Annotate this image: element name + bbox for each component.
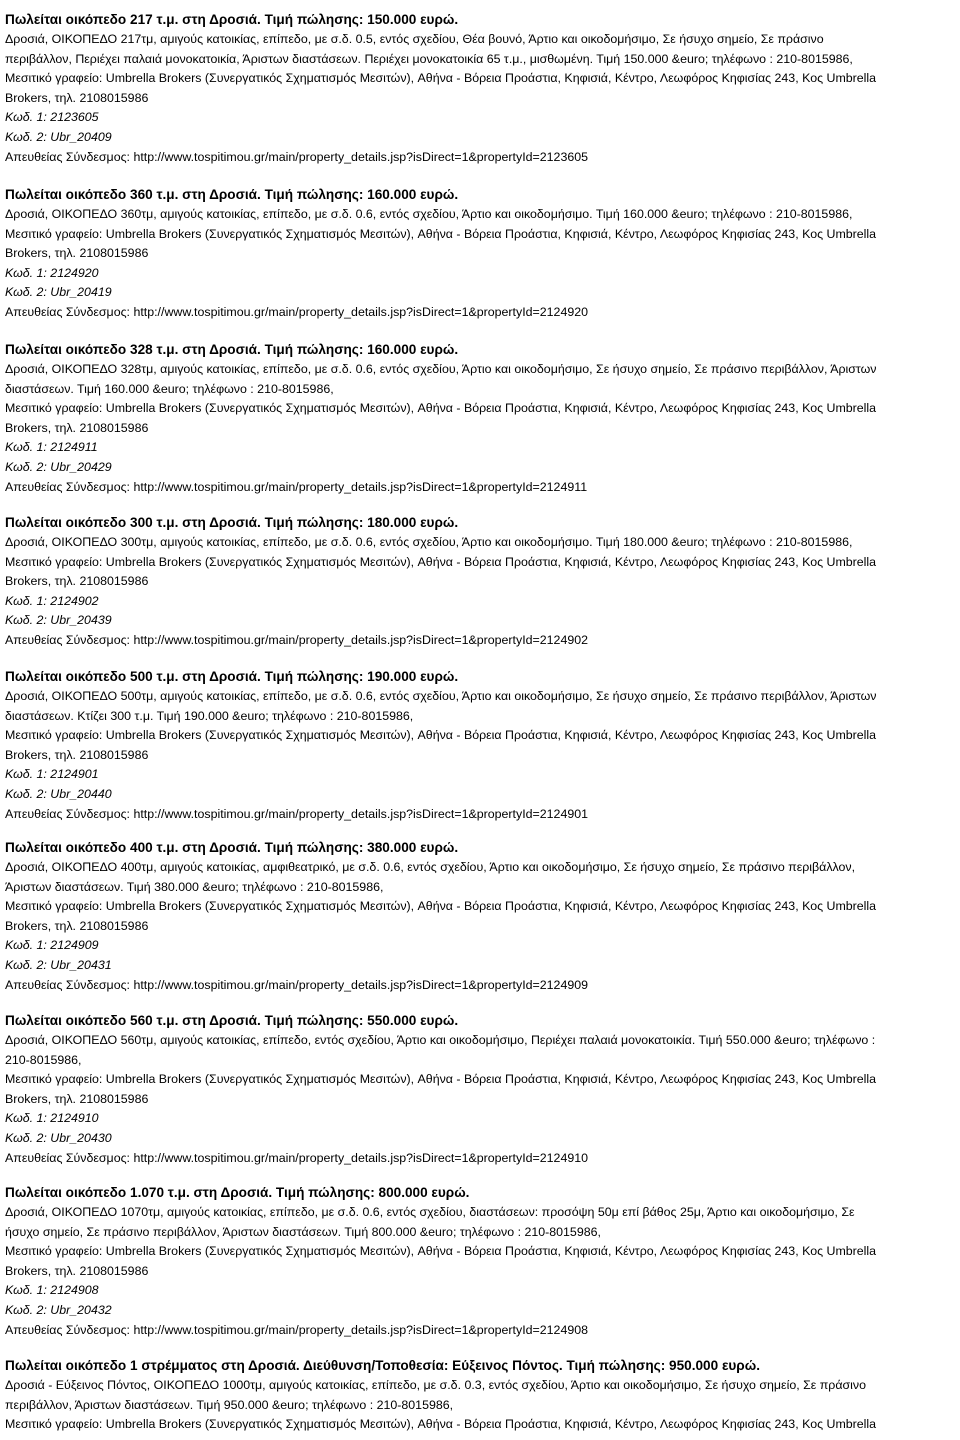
listing-agency-line: Μεσιτικό γραφείο: Umbrella Brokers (Συνεργατικός Σχηματισμός Μεσιτών), Αθήνα - Βόρεια Προάστια, Κηφισιά, Κέντρο, Λεωφόρος Κηφισίας 243, Κος Umbrella (5, 401, 877, 416)
listing-agency-line: Μεσιτικό γραφείο: Umbrella Brokers (Συνεργατικός Σχηματισμός Μεσιτών), Αθήνα - Βόρεια Προάστια, Κηφισιά, Κέντρο, Λεωφόρος Κηφισίας 243, Κος Umbrella (5, 1417, 877, 1432)
listing-description-line: Δροσιά - Εύξεινος Πόντος, ΟΙΚΟΠΕΔΟ 1000τμ, αμιγούς κατοικίας, επίπεδο, με σ.δ. 0.3, εντός σχεδίου, Άρτιο και οικοδομήσιμο, Σε ήσυχο σημείο, Σε πράσινο (5, 1378, 866, 1392)
listing-title: Πωλείται οικόπεδο 328 τ.μ. στη Δροσιά. Τιμή πώλησης: 160.000 ευρώ. (5, 342, 459, 357)
listing-description-line: διαστάσεων. Κτίζει 300 τ.μ. Τιμή 190.000 &euro; τηλέφωνο : 210-8015986, (5, 708, 414, 723)
listing-code-2: Κωδ. 2: Ubr_20409 (5, 129, 112, 144)
listing-agency-line: Μεσιτικό γραφείο: Umbrella Brokers (Συνεργατικός Σχηματισμός Μεσιτών), Αθήνα - Βόρεια Προάστια, Κηφισιά, Κέντρο, Λεωφόρος Κηφισίας 243, Κος Umbrella (5, 728, 877, 743)
listing-code-2: Κωδ. 2: Ubr_20439 (5, 613, 112, 628)
listing-code-2: Κωδ. 2: Ubr_20430 (5, 1130, 112, 1145)
listing-agency-phone: Brokers, τηλ. 2108015986 (5, 420, 149, 435)
listing-code-2: Κωδ. 2: Ubr_20429 (5, 459, 112, 474)
listing-description-line: Δροσιά, ΟΙΚΟΠΕΔΟ 360τμ, αμιγούς κατοικίας, επίπεδο, με σ.δ. 0.6, εντός σχεδίου, Άρτιο και οικοδομήσιμο. Τιμή 160.000 &euro; τηλέφωνο : 210-8015986, (5, 207, 853, 221)
listing-agency-phone: Brokers, τηλ. 2108015986 (5, 1263, 149, 1278)
listing (5, 1011, 955, 1168)
listing-code-1: Κωδ. 1: 2124902 (5, 593, 99, 608)
listing-code-1: Κωδ. 1: 2124908 (5, 1283, 99, 1298)
listing-direct-link[interactable]: Απευθείας Σύνδεσμος: http://www.tospitimou.gr/main/property_details.jsp?isDirect=1&propertyId=2124908 (5, 1322, 589, 1337)
listing-description-line: Δροσιά, ΟΙΚΟΠΕΔΟ 560τμ, αμιγούς κατοικίας, επίπεδο, εντός σχεδίου, Άρτιο και οικοδομήσιμο, Περιέχει παλαιά μονοκατοικία. Τιμή 550.000 &euro; τηλέφωνο : (5, 1033, 876, 1047)
listing-title: Πωλείται οικόπεδο 217 τ.μ. στη Δροσιά. Τιμή πώλησης: 150.000 ευρώ. (5, 12, 459, 27)
listing-title: Πωλείται οικόπεδο 400 τ.μ. στη Δροσιά. Τιμή πώλησης: 380.000 ευρώ. (5, 840, 459, 855)
listing (5, 185, 955, 323)
listing-title: Πωλείται οικόπεδο 560 τ.μ. στη Δροσιά. Τιμή πώλησης: 550.000 ευρώ. (5, 1013, 459, 1028)
listing-description-line: Δροσιά, ΟΙΚΟΠΕΔΟ 400τμ, αμιγούς κατοικίας, αμφιθεατρικό, με σ.δ. 0.6, εντός σχεδίου, Άρτιο και οικοδομήσιμο, Σε ήσυχο σημείο, Σε πράσινο περιβάλλον, (5, 860, 856, 874)
listing-direct-link[interactable]: Απευθείας Σύνδεσμος: http://www.tospitimou.gr/main/property_details.jsp?isDirect=1&propertyId=2123605 (5, 149, 589, 164)
listing (5, 667, 955, 824)
listing-title: Πωλείται οικόπεδο 500 τ.μ. στη Δροσιά. Τιμή πώλησης: 190.000 ευρώ. (5, 669, 459, 684)
listing-agency-phone: Brokers, τηλ. 2108015986 (5, 918, 149, 933)
listing-description-line: Δροσιά, ΟΙΚΟΠΕΔΟ 300τμ, αμιγούς κατοικίας, επίπεδο, με σ.δ. 0.6, εντός σχεδίου, Άρτιο και οικοδομήσιμο. Τιμή 180.000 &euro; τηλέφωνο : 210-8015986, (5, 535, 853, 549)
listing-title: Πωλείται οικόπεδο 1.070 τ.μ. στη Δροσιά. Τιμή πώλησης: 800.000 ευρώ. (5, 1185, 470, 1200)
listing-description-line: ήσυχο σημείο, Σε πράσινο περιβάλλον, Άριστων διαστάσεων. Τιμή 800.000 &euro; τηλέφωνο : 210-8015986, (5, 1224, 601, 1239)
listing (5, 340, 955, 497)
listing (5, 838, 955, 995)
listing-agency-line: Μεσιτικό γραφείο: Umbrella Brokers (Συνεργατικός Σχηματισμός Μεσιτών), Αθήνα - Βόρεια Προάστια, Κηφισιά, Κέντρο, Λεωφόρος Κηφισίας 243, Κος Umbrella (5, 226, 877, 241)
listing-agency-line: Μεσιτικό γραφείο: Umbrella Brokers (Συνεργατικός Σχηματισμός Μεσιτών), Αθήνα - Βόρεια Προάστια, Κηφισιά, Κέντρο, Λεωφόρος Κηφισίας 243, Κος Umbrella (5, 71, 877, 86)
listing-code-1: Κωδ. 1: 2124920 (5, 265, 99, 280)
listing-code-2: Κωδ. 2: Ubr_20432 (5, 1302, 112, 1317)
listing-agency-line: Μεσιτικό γραφείο: Umbrella Brokers (Συνεργατικός Σχηματισμός Μεσιτών), Αθήνα - Βόρεια Προάστια, Κηφισιά, Κέντρο, Λεωφόρος Κηφισίας 243, Κος Umbrella (5, 899, 877, 914)
listing-description-line: Δροσιά, ΟΙΚΟΠΕΔΟ 1070τμ, αμιγούς κατοικίας, επίπεδο, με σ.δ. 0.6, εντός σχεδίου, διαστάσεων: προσόψη 50μ επί βάθος 25μ, Άρτιο και οικοδομήσιμο, Σε (5, 1205, 855, 1219)
listing-code-1: Κωδ. 1: 2124909 (5, 938, 99, 953)
listing-direct-link[interactable]: Απευθείας Σύνδεσμος: http://www.tospitimou.gr/main/property_details.jsp?isDirect=1&propertyId=2124909 (5, 977, 589, 992)
listing-agency-phone: Brokers, τηλ. 2108015986 (5, 747, 149, 762)
listing-code-1: Κωδ. 1: 2124910 (5, 1111, 99, 1126)
listing (5, 513, 955, 651)
listing-code-2: Κωδ. 2: Ubr_20440 (5, 786, 112, 801)
listing-direct-link[interactable]: Απευθείας Σύνδεσμος: http://www.tospitimou.gr/main/property_details.jsp?isDirect=1&propertyId=2124901 (5, 806, 589, 821)
listing-code-1: Κωδ. 1: 2124901 (5, 767, 99, 782)
listing-agency-line: Μεσιτικό γραφείο: Umbrella Brokers (Συνεργατικός Σχηματισμός Μεσιτών), Αθήνα - Βόρεια Προάστια, Κηφισιά, Κέντρο, Λεωφόρος Κηφισίας 243, Κος Umbrella (5, 1072, 877, 1087)
listing-agency-line: Μεσιτικό γραφείο: Umbrella Brokers (Συνεργατικός Σχηματισμός Μεσιτών), Αθήνα - Βόρεια Προάστια, Κηφισιά, Κέντρο, Λεωφόρος Κηφισίας 243, Κος Umbrella (5, 1244, 877, 1259)
listing-direct-link[interactable]: Απευθείας Σύνδεσμος: http://www.tospitimou.gr/main/property_details.jsp?isDirect=1&propertyId=2124911 (5, 479, 588, 494)
listing-agency-phone: Brokers, τηλ. 2108015986 (5, 90, 149, 105)
listing-description-line: περιβάλλον, Άριστων διαστάσεων. Τιμή 950.000 &euro; τηλέφωνο : 210-8015986, (5, 1397, 454, 1412)
listing (5, 1356, 955, 1435)
listing-code-1: Κωδ. 1: 2124911 (5, 440, 98, 455)
listing-agency-phone: Brokers, τηλ. 2108015986 (5, 574, 149, 589)
listing-code-2: Κωδ. 2: Ubr_20431 (5, 957, 112, 972)
listing-direct-link[interactable]: Απευθείας Σύνδεσμος: http://www.tospitimou.gr/main/property_details.jsp?isDirect=1&propertyId=2124910 (5, 1150, 589, 1165)
listing-description-line: Δροσιά, ΟΙΚΟΠΕΔΟ 500τμ, αμιγούς κατοικίας, επίπεδο, με σ.δ. 0.6, εντός σχεδίου, Άρτιο και οικοδομήσιμο, Σε ήσυχο σημείο, Σε πράσινο περιβάλλον, Άριστων (5, 689, 877, 703)
listing-title: Πωλείται οικόπεδο 360 τ.μ. στη Δροσιά. Τιμή πώλησης: 160.000 ευρώ. (5, 187, 459, 202)
listing-description-line: διαστάσεων. Τιμή 160.000 &euro; τηλέφωνο : 210-8015986, (5, 381, 334, 396)
listing-description-line: Δροσιά, ΟΙΚΟΠΕΔΟ 328τμ, αμιγούς κατοικίας, επίπεδο, με σ.δ. 0.6, εντός σχεδίου, Άρτιο και οικοδομήσιμο, Σε ήσυχο σημείο, Σε πράσινο περιβάλλον, Άριστων (5, 362, 877, 376)
listing-direct-link[interactable]: Απευθείας Σύνδεσμος: http://www.tospitimou.gr/main/property_details.jsp?isDirect=1&propertyId=2124920 (5, 304, 589, 319)
listing-title: Πωλείται οικόπεδο 300 τ.μ. στη Δροσιά. Τιμή πώλησης: 180.000 ευρώ. (5, 515, 459, 530)
listing-description-line: 210-8015986, (5, 1052, 82, 1067)
listing (5, 1183, 955, 1340)
listing-code-2: Κωδ. 2: Ubr_20419 (5, 285, 112, 300)
listing (5, 10, 955, 167)
listing-agency-phone: Brokers, τηλ. 2108015986 (5, 1091, 149, 1106)
listing-direct-link[interactable]: Απευθείας Σύνδεσμος: http://www.tospitimou.gr/main/property_details.jsp?isDirect=1&propertyId=2124902 (5, 632, 589, 647)
listing-code-1: Κωδ. 1: 2123605 (5, 110, 99, 125)
listing-description-line: Δροσιά, ΟΙΚΟΠΕΔΟ 217τμ, αμιγούς κατοικίας, επίπεδο, με σ.δ. 0.5, εντός σχεδίου, Θέα βουνό, Άρτιο και οικοδομήσιμο, Σε ήσυχο σημείο, Σε πράσινο (5, 32, 824, 46)
listing-agency-line: Μεσιτικό γραφείο: Umbrella Brokers (Συνεργατικός Σχηματισμός Μεσιτών), Αθήνα - Βόρεια Προάστια, Κηφισιά, Κέντρο, Λεωφόρος Κηφισίας 243, Κος Umbrella (5, 554, 877, 569)
listing-title: Πωλείται οικόπεδο 1 στρέμματος στη Δροσιά. Διεύθυνση/Τοποθεσία: Εύξεινος Πόντος. Τιμή πώλησης: 950.000 ευρώ. (5, 1358, 760, 1373)
listing-description-line: Άριστων διαστάσεων. Τιμή 380.000 &euro; τηλέφωνο : 210-8015986, (5, 879, 384, 894)
listing-agency-phone: Brokers, τηλ. 2108015986 (5, 246, 149, 261)
listing-description-line: περιβάλλον, Περιέχει παλαιά μονοκατοικία, Άριστων διαστάσεων. Περιέχει μονοκατοικία 65 τ.μ., μισθωμένη. Τιμή 150.000 &euro; τηλέφωνο : 210-8015986, (5, 51, 853, 66)
